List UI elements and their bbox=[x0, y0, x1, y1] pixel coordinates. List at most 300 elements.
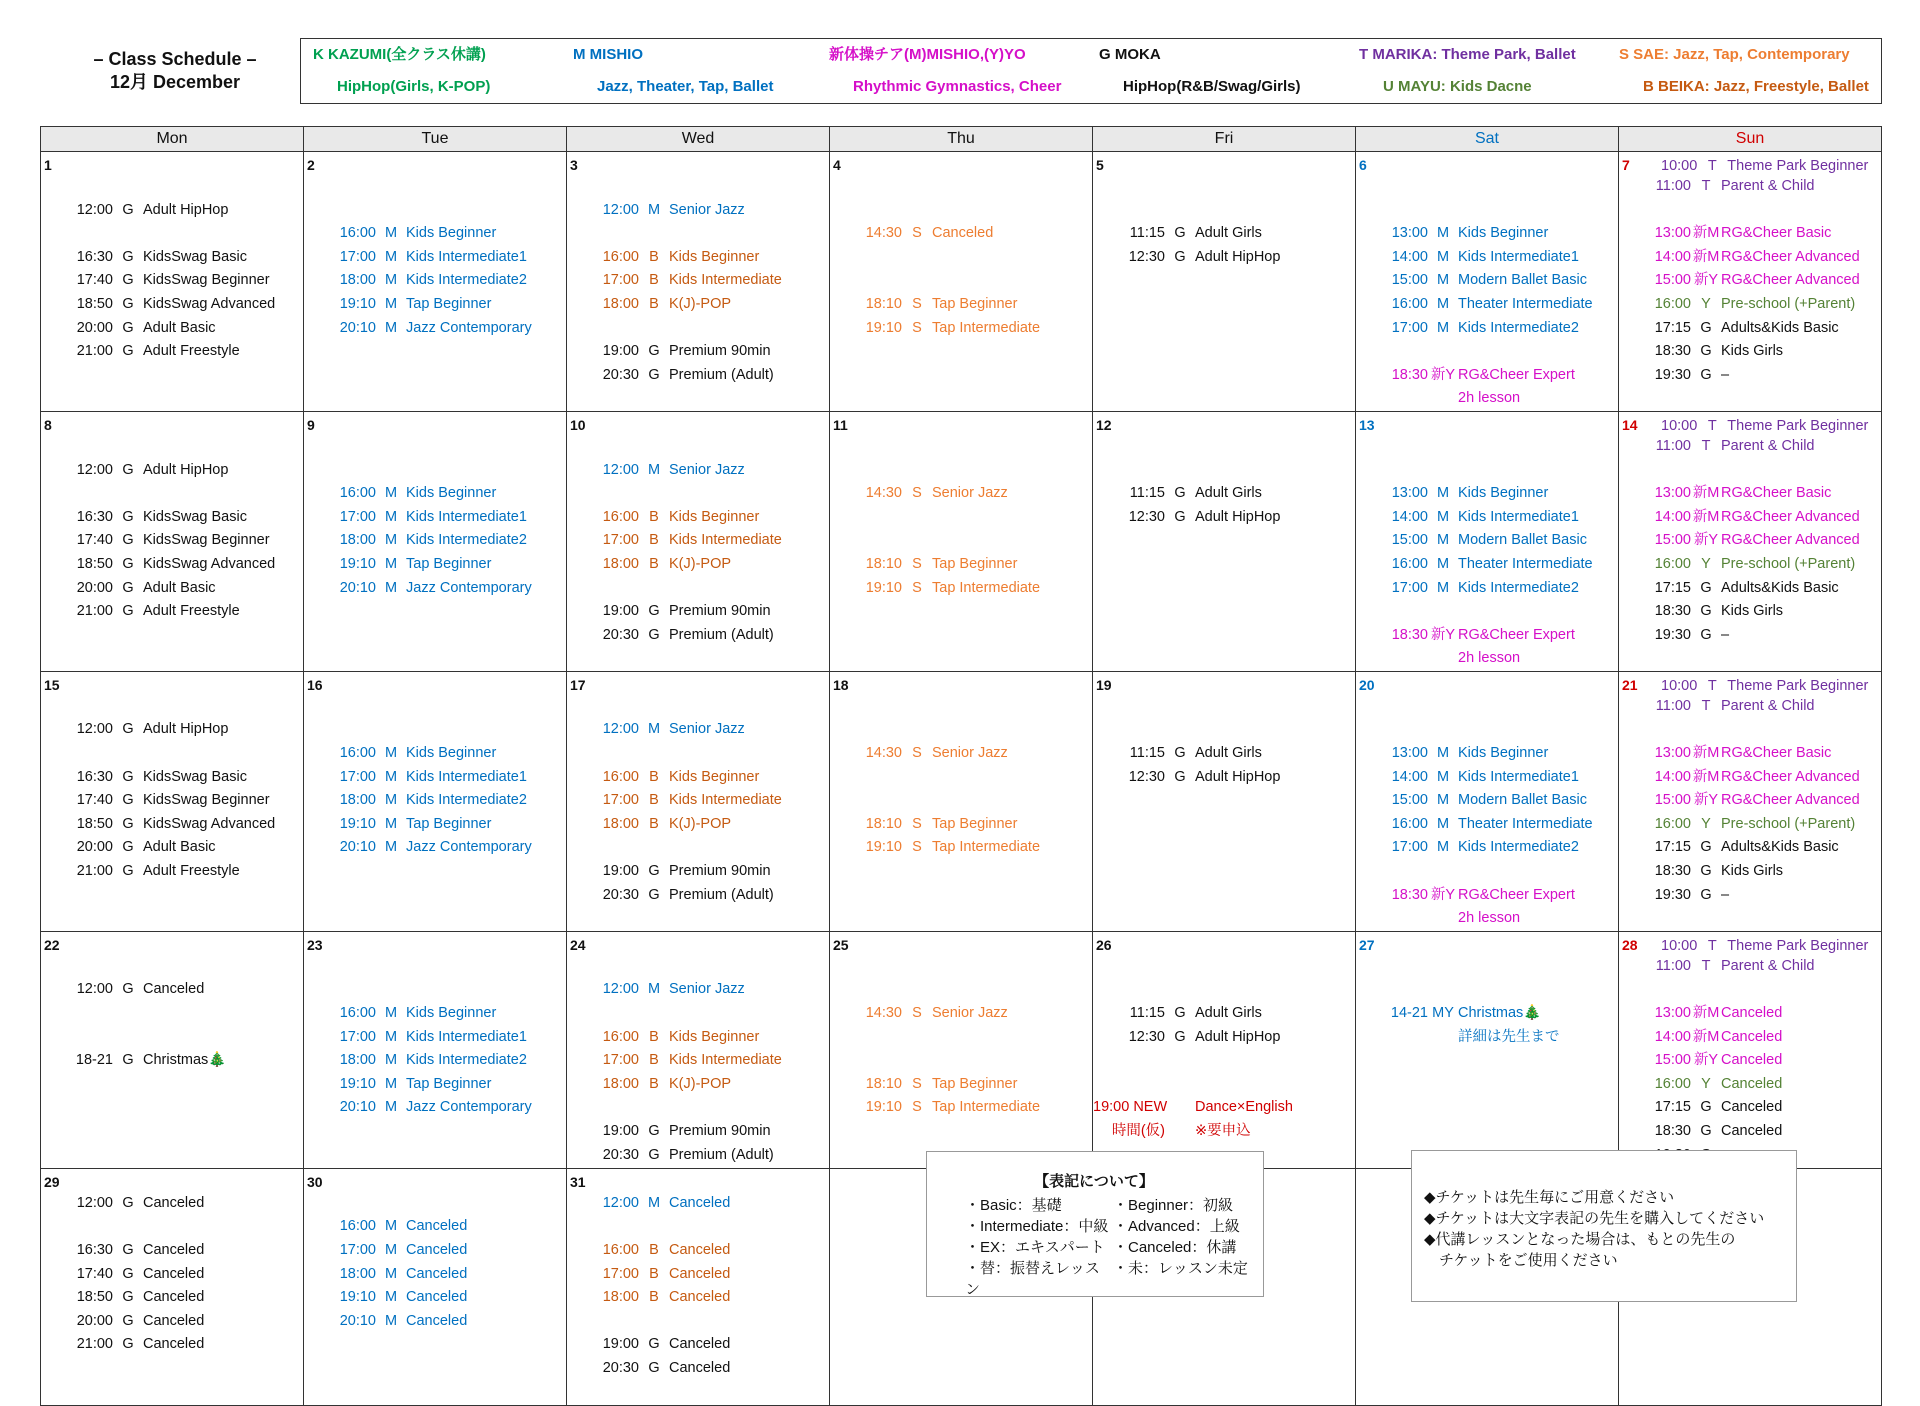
blank-line bbox=[1356, 340, 1618, 364]
class-time: 19:30 bbox=[1654, 626, 1691, 643]
blank-line bbox=[41, 482, 303, 506]
class-time: 18:30 bbox=[1391, 366, 1428, 383]
class-time: 15:00 bbox=[1391, 792, 1428, 809]
class-time: 14:30 bbox=[865, 1005, 902, 1021]
class-entry bbox=[567, 1333, 829, 1357]
class-entry bbox=[41, 1239, 303, 1263]
class-entry bbox=[1633, 678, 1868, 694]
teacher-code: M bbox=[1436, 248, 1450, 265]
class-entry bbox=[41, 199, 303, 223]
class-entry bbox=[1619, 742, 1881, 766]
class-name: Kids Beginner bbox=[669, 508, 760, 525]
blank-line bbox=[304, 435, 566, 459]
class-time: 16:00 bbox=[1391, 295, 1428, 312]
teacher-code: G bbox=[648, 603, 660, 620]
class-name: Jazz Contemporary bbox=[406, 839, 532, 856]
class-time: 19:10 bbox=[865, 319, 902, 336]
class-name: Kids Beginner bbox=[406, 745, 497, 762]
class-entry bbox=[1619, 482, 1881, 506]
class-name: Adult HipHop bbox=[143, 201, 229, 218]
class-entry bbox=[41, 1049, 303, 1073]
teacher-code: M bbox=[384, 1099, 398, 1116]
day-cell bbox=[304, 411, 567, 671]
class-time: 17:40 bbox=[76, 532, 113, 549]
class-entry bbox=[304, 222, 566, 246]
teacher-code: G bbox=[122, 248, 134, 265]
class-entry bbox=[1356, 482, 1618, 506]
day-number: 1 bbox=[44, 157, 52, 173]
weekday-wed: Wed bbox=[567, 127, 830, 152]
teacher-code: M bbox=[384, 1218, 398, 1235]
class-time: 18:30 bbox=[1654, 863, 1691, 880]
teacher-code: G bbox=[1700, 1122, 1712, 1139]
class-name: Christmas🎄 bbox=[143, 1052, 227, 1069]
class-time: 20:10 bbox=[339, 1312, 376, 1329]
class-entry bbox=[41, 1310, 303, 1334]
day-cell bbox=[830, 152, 1093, 412]
teacher-code: MY bbox=[1432, 1005, 1454, 1021]
day-number: 10 bbox=[570, 416, 586, 433]
teacher-code: 新M bbox=[1692, 1028, 1720, 1045]
teacher-code: B bbox=[649, 1242, 659, 1258]
class-time: 18:30 bbox=[1654, 1122, 1691, 1139]
class-name: Canceled bbox=[406, 1265, 468, 1282]
class-name: Tap Beginner bbox=[932, 1075, 1018, 1092]
notation-item: ・Basic：基礎 bbox=[965, 1197, 1062, 1214]
class-time: 19:00 bbox=[602, 603, 639, 620]
class-time: 18:00 bbox=[602, 295, 639, 312]
weekday-thu: Thu bbox=[830, 127, 1093, 152]
class-time: 11:00 bbox=[1655, 437, 1691, 454]
class-name: Canceled bbox=[669, 1336, 731, 1353]
weekday-sat: Sat bbox=[1356, 127, 1619, 152]
class-name: Kids Beginner bbox=[1458, 485, 1549, 502]
blank-line bbox=[1093, 199, 1355, 223]
legend-column bbox=[1087, 39, 1347, 103]
class-entry bbox=[1356, 766, 1618, 790]
teacher-code: G bbox=[1700, 343, 1712, 360]
day-cell bbox=[41, 931, 304, 1168]
class-name: Jazz Contemporary bbox=[406, 579, 532, 596]
class-name: Adult HipHop bbox=[143, 461, 229, 478]
class-entry bbox=[304, 836, 566, 860]
day-cell bbox=[304, 671, 567, 931]
blank-line bbox=[830, 435, 1092, 459]
teacher-code: 新Y bbox=[1693, 272, 1719, 289]
teacher-code: 新M bbox=[1692, 1005, 1720, 1021]
blank-line bbox=[830, 506, 1092, 530]
class-time: 19:00 bbox=[602, 863, 639, 880]
day-number: 8 bbox=[44, 416, 52, 433]
class-name: RG&Cheer Expert bbox=[1458, 886, 1575, 903]
blank-line bbox=[567, 222, 829, 246]
class-entry bbox=[1619, 789, 1881, 813]
day-number: 12 bbox=[1096, 416, 1112, 433]
class-time: 18:00 bbox=[339, 1052, 376, 1069]
class-time: 18:50 bbox=[76, 295, 113, 312]
class-time: 18:10 bbox=[865, 555, 902, 572]
class-time: 16:30 bbox=[76, 248, 113, 265]
teacher-code: M bbox=[384, 579, 398, 596]
blank-line bbox=[41, 1002, 303, 1026]
blank-line bbox=[304, 978, 566, 1002]
class-entry bbox=[1093, 246, 1355, 270]
teacher-code: G bbox=[1174, 225, 1186, 242]
class-entry bbox=[1356, 836, 1618, 860]
teacher-code: B bbox=[649, 508, 659, 525]
legend-column bbox=[1347, 39, 1607, 103]
teacher-code: B bbox=[649, 1075, 659, 1092]
blank-line bbox=[1356, 860, 1618, 884]
class-name: Premium (Adult) bbox=[669, 366, 774, 383]
ticket-notes-box bbox=[1411, 1150, 1797, 1302]
day-cell bbox=[1619, 411, 1882, 671]
class-entry bbox=[1356, 506, 1618, 530]
day-number: 2 bbox=[307, 157, 315, 173]
blank-line bbox=[304, 199, 566, 223]
class-name: Canceled bbox=[1721, 1005, 1783, 1021]
class-entry bbox=[304, 553, 566, 577]
class-name: Tap Beginner bbox=[932, 555, 1018, 572]
teacher-code: G bbox=[1700, 366, 1712, 383]
class-name: Tap Beginner bbox=[406, 1075, 492, 1092]
class-time: 18:50 bbox=[76, 555, 113, 572]
teacher-code: S bbox=[912, 555, 922, 572]
teacher-code: S bbox=[912, 225, 922, 242]
class-name: Pre-school (+Parent) bbox=[1721, 815, 1856, 832]
teacher-code: M bbox=[384, 295, 398, 312]
teacher-code: M bbox=[384, 745, 398, 762]
class-entry bbox=[1356, 813, 1618, 837]
class-name: Canceled bbox=[669, 1265, 731, 1282]
class-entry bbox=[1356, 364, 1618, 388]
class-time: 19:10 bbox=[339, 295, 376, 312]
class-entry bbox=[1093, 1096, 1355, 1120]
class-time: 16:30 bbox=[76, 1242, 113, 1258]
class-name: 2h lesson bbox=[1458, 390, 1521, 407]
teacher-code: B bbox=[649, 792, 659, 809]
class-name: Adult Girls bbox=[1195, 1005, 1262, 1021]
blank-line bbox=[41, 175, 303, 199]
class-name: Senior Jazz bbox=[669, 721, 745, 738]
class-entry bbox=[567, 624, 829, 648]
class-name: Adult HipHop bbox=[143, 721, 229, 738]
class-time: 11:15 bbox=[1129, 485, 1165, 502]
blank-line bbox=[567, 1215, 829, 1239]
class-name: Adults&Kids Basic bbox=[1721, 579, 1839, 596]
class-entry bbox=[41, 1192, 303, 1216]
blank-line bbox=[1356, 695, 1618, 719]
blank-line bbox=[1356, 459, 1618, 483]
class-entry bbox=[830, 836, 1092, 860]
legend-styles: HipHop(Girls, K-POP) bbox=[337, 78, 491, 95]
class-name: Adults&Kids Basic bbox=[1721, 839, 1839, 856]
class-entry bbox=[567, 199, 829, 223]
blank-line bbox=[1093, 978, 1355, 1002]
class-entry bbox=[567, 884, 829, 908]
teacher-code: G bbox=[1700, 603, 1712, 620]
class-name: Kids Intermediate2 bbox=[1458, 579, 1579, 596]
class-time: 17:15 bbox=[1654, 579, 1691, 596]
class-entry bbox=[304, 1002, 566, 1026]
class-time: 14:00 bbox=[1654, 508, 1691, 525]
class-name: Jazz Contemporary bbox=[406, 319, 532, 336]
teacher-code: G bbox=[1700, 863, 1712, 880]
class-time: 19:10 bbox=[865, 579, 902, 596]
blank-line bbox=[1093, 695, 1355, 719]
day-cell bbox=[1356, 671, 1619, 931]
class-entry bbox=[1356, 269, 1618, 293]
week-row bbox=[41, 411, 1882, 671]
class-name: Parent & Child bbox=[1721, 697, 1815, 714]
class-entry bbox=[567, 340, 829, 364]
teacher-code: G bbox=[1174, 1005, 1186, 1021]
class-entry bbox=[304, 293, 566, 317]
class-name: Premium 90min bbox=[669, 1122, 771, 1139]
teacher-code: G bbox=[648, 366, 660, 383]
class-name: Kids Intermediate1 bbox=[1458, 768, 1579, 785]
class-entry bbox=[304, 529, 566, 553]
teacher-code: B bbox=[649, 815, 659, 832]
class-name: Adult Freestyle bbox=[143, 343, 240, 360]
class-time: 18:30 bbox=[1391, 886, 1428, 903]
class-entry bbox=[41, 1263, 303, 1287]
class-time: 18:00 bbox=[602, 815, 639, 832]
teacher-code: M bbox=[384, 1242, 398, 1258]
teacher-code: M bbox=[384, 1005, 398, 1021]
day-number: 19 bbox=[1096, 676, 1112, 693]
class-time: 16:00 bbox=[602, 1242, 639, 1258]
class-time: 16:00 bbox=[1654, 1075, 1691, 1092]
teacher-code: G bbox=[122, 295, 134, 312]
class-time: 13:00 bbox=[1654, 745, 1691, 762]
class-name: Theme Park Beginner bbox=[1727, 158, 1869, 174]
class-time: 11:00 bbox=[1655, 957, 1691, 974]
day-cell bbox=[1619, 671, 1882, 931]
class-entry bbox=[41, 246, 303, 270]
class-entry bbox=[304, 766, 566, 790]
class-name: Pre-school (+Parent) bbox=[1721, 295, 1856, 312]
class-name: 詳細は先生まで bbox=[1458, 1028, 1560, 1045]
class-name: K(J)-POP bbox=[669, 295, 732, 312]
teacher-code: B bbox=[649, 555, 659, 572]
class-time: 14-21 bbox=[1390, 1005, 1428, 1021]
day-number: 3 bbox=[570, 157, 578, 173]
class-time: 17:00 bbox=[602, 792, 639, 809]
teacher-code: Y bbox=[1701, 815, 1711, 832]
day-number: 5 bbox=[1096, 157, 1104, 173]
class-time: 13:00 bbox=[1654, 225, 1691, 242]
class-entry bbox=[1093, 506, 1355, 530]
weekday-sun: Sun bbox=[1619, 127, 1882, 152]
class-time: 12:00 bbox=[76, 721, 113, 738]
teacher-code: B bbox=[649, 768, 659, 785]
blank-line bbox=[830, 246, 1092, 270]
blank-line bbox=[1093, 1073, 1355, 1097]
class-time: 20:10 bbox=[339, 1099, 376, 1116]
day-number: 21 bbox=[1622, 676, 1638, 693]
class-time: 11:00 bbox=[1655, 697, 1691, 714]
class-entry bbox=[1093, 1120, 1355, 1144]
day-number: 17 bbox=[570, 676, 586, 693]
class-time: 16:00 bbox=[339, 225, 376, 242]
blank-line bbox=[41, 435, 303, 459]
class-entry bbox=[304, 1310, 566, 1334]
class-entry bbox=[41, 577, 303, 601]
class-time: 12:00 bbox=[76, 201, 113, 218]
class-time: 17:00 bbox=[1391, 579, 1428, 596]
class-time: 17:40 bbox=[76, 272, 113, 289]
class-name: RG&Cheer Advanced bbox=[1721, 248, 1860, 265]
class-time: 15:00 bbox=[1654, 272, 1691, 289]
class-entry bbox=[567, 1192, 829, 1216]
blank-line bbox=[567, 836, 829, 860]
class-name: Christmas🎄 bbox=[1458, 1005, 1542, 1021]
class-name: Canceled bbox=[669, 1242, 731, 1258]
class-name: Jazz Contemporary bbox=[406, 1099, 532, 1116]
class-time: 18-21 bbox=[75, 1052, 113, 1069]
class-entry bbox=[304, 1215, 566, 1239]
class-name: Adult Basic bbox=[143, 579, 216, 596]
class-entry bbox=[567, 1144, 829, 1168]
class-name: Premium 90min bbox=[669, 603, 771, 620]
class-name: Tap Beginner bbox=[932, 815, 1018, 832]
class-name: RG&Cheer Advanced bbox=[1721, 768, 1860, 785]
class-entry bbox=[567, 269, 829, 293]
class-time: 20:10 bbox=[339, 319, 376, 336]
teacher-code: G bbox=[122, 1312, 134, 1329]
class-time: 14:30 bbox=[865, 745, 902, 762]
class-entry bbox=[1619, 884, 1881, 908]
class-entry bbox=[1619, 269, 1881, 293]
legend-styles: Jazz, Theater, Tap, Ballet bbox=[597, 78, 774, 95]
class-name: Premium 90min bbox=[669, 863, 771, 880]
class-time: 14:00 bbox=[1391, 248, 1428, 265]
teacher-code: B bbox=[649, 1265, 659, 1282]
class-name: Kids Intermediate2 bbox=[406, 792, 527, 809]
legend-teacher: T MARIKA: Theme Park, Ballet bbox=[1359, 46, 1576, 63]
class-time: 16:00 bbox=[602, 768, 639, 785]
legend-column bbox=[561, 39, 817, 103]
class-name: Kids Girls bbox=[1721, 603, 1784, 620]
class-name: RG&Cheer Advanced bbox=[1721, 508, 1860, 525]
class-entry bbox=[567, 246, 829, 270]
class-name: Adult Freestyle bbox=[143, 863, 240, 880]
teacher-code: M bbox=[647, 981, 661, 998]
class-time: 18:10 bbox=[865, 295, 902, 312]
class-name: RG&Cheer Advanced bbox=[1721, 792, 1860, 809]
teacher-code: G bbox=[122, 555, 134, 572]
legend-column bbox=[1607, 39, 1883, 103]
class-entry bbox=[1356, 553, 1618, 577]
class-name: Canceled bbox=[406, 1218, 468, 1235]
sunday-first-row bbox=[1633, 416, 1881, 440]
class-name: K(J)-POP bbox=[669, 1075, 732, 1092]
class-entry bbox=[830, 222, 1092, 246]
class-name: KidsSwag Beginner bbox=[143, 792, 270, 809]
blank-line bbox=[830, 175, 1092, 199]
blank-line bbox=[41, 222, 303, 246]
blank-line bbox=[41, 955, 303, 979]
weekday-fri: Fri bbox=[1093, 127, 1356, 152]
class-entry bbox=[41, 1333, 303, 1357]
class-entry bbox=[1356, 529, 1618, 553]
class-entry bbox=[304, 317, 566, 341]
class-time: 16:30 bbox=[76, 508, 113, 525]
class-entry bbox=[567, 766, 829, 790]
day-cell bbox=[304, 1168, 567, 1405]
class-name: Kids Intermediate bbox=[669, 272, 782, 289]
day-cell bbox=[1356, 152, 1619, 412]
day-number: 18 bbox=[833, 676, 849, 693]
blank-line bbox=[830, 1026, 1092, 1050]
class-name: Tap Beginner bbox=[406, 815, 492, 832]
legend-teacher: S SAE: Jazz, Tap, Contemporary bbox=[1619, 46, 1850, 63]
teacher-code: S bbox=[912, 319, 922, 336]
class-time: 19:10 bbox=[339, 1289, 376, 1306]
teacher-code: M bbox=[1436, 508, 1450, 525]
teacher-code: G bbox=[1174, 508, 1186, 525]
blank-line bbox=[1093, 955, 1355, 979]
teacher-code: 新M bbox=[1692, 745, 1720, 762]
teacher-code: M bbox=[384, 1289, 398, 1306]
legend-styles: Rhythmic Gymnastics, Cheer bbox=[853, 78, 1062, 95]
class-entry bbox=[1356, 317, 1618, 341]
blank-line bbox=[1356, 718, 1618, 742]
class-entry bbox=[1619, 1096, 1881, 1120]
class-entry bbox=[1619, 600, 1881, 624]
class-time: 18:50 bbox=[76, 815, 113, 832]
class-entry bbox=[304, 506, 566, 530]
class-time: 17:00 bbox=[602, 272, 639, 289]
class-time: 20:30 bbox=[602, 626, 639, 643]
class-entry bbox=[1356, 293, 1618, 317]
blank-line bbox=[830, 955, 1092, 979]
class-entry bbox=[567, 553, 829, 577]
teacher-code: G bbox=[122, 201, 134, 218]
class-name: KidsSwag Basic bbox=[143, 248, 247, 265]
teacher-code: Y bbox=[1701, 1075, 1711, 1092]
blank-line bbox=[567, 435, 829, 459]
day-cell bbox=[41, 671, 304, 931]
class-entry bbox=[567, 1073, 829, 1097]
teacher-code: T bbox=[1707, 677, 1717, 694]
day-cell bbox=[830, 411, 1093, 671]
class-entry bbox=[1619, 1026, 1881, 1050]
class-time: 19:00 NEW bbox=[1093, 1099, 1168, 1116]
sunday-first-row bbox=[1633, 936, 1881, 960]
class-time: 17:00 bbox=[1391, 839, 1428, 856]
class-name: Kids Intermediate2 bbox=[406, 532, 527, 549]
teacher-code: S bbox=[912, 485, 922, 502]
class-time: 17:00 bbox=[602, 532, 639, 549]
weekday-tue: Tue bbox=[304, 127, 567, 152]
class-name: Canceled bbox=[143, 1289, 205, 1306]
day-number: 13 bbox=[1359, 416, 1375, 433]
class-time: 14:30 bbox=[865, 485, 902, 502]
class-entry bbox=[1619, 836, 1881, 860]
class-entry bbox=[1619, 340, 1881, 364]
class-name: KidsSwag Advanced bbox=[143, 555, 276, 572]
class-name: Theme Park Beginner bbox=[1727, 677, 1869, 694]
teacher-code: B bbox=[649, 272, 659, 289]
class-entry bbox=[41, 789, 303, 813]
class-time: 21:00 bbox=[76, 343, 113, 360]
class-name: Premium (Adult) bbox=[669, 886, 774, 903]
class-time: 20:30 bbox=[602, 886, 639, 903]
class-entry bbox=[1356, 884, 1618, 908]
class-entry bbox=[41, 269, 303, 293]
